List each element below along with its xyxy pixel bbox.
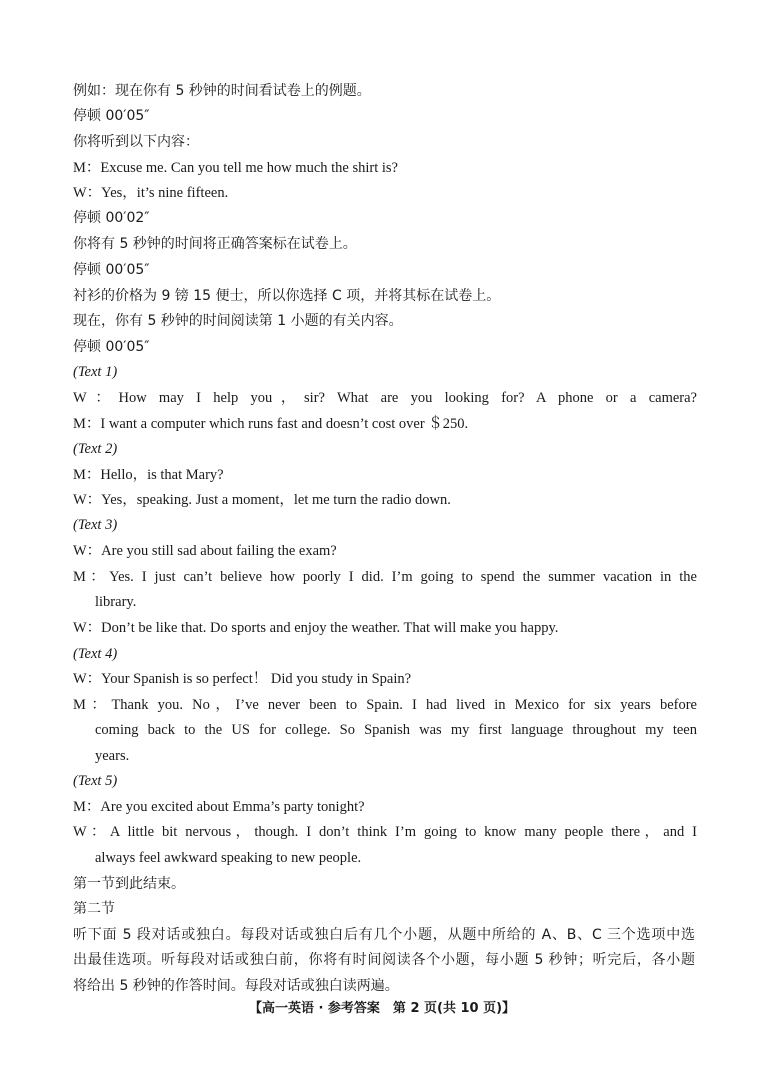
text-label: (Text 4) — [73, 646, 118, 662]
instruction-line: 衬衫的价格为 9 镑 15 便士，所以你选择 C 项，并将其标在试卷上。 — [73, 288, 501, 304]
dialogue-line: W：Yes，speaking. Just a moment，let me turn the radio down. — [73, 492, 451, 508]
dialogue-continuation: library. — [95, 594, 137, 610]
text-label: (Text 2) — [73, 441, 118, 457]
dialogue-line: W：Don’t be like that. Do sports and enjoy the weather. That will make you happy. — [73, 620, 559, 636]
dialogue-line: W：Your Spanish is so perfect！ Did you study in Spain? — [73, 671, 412, 687]
text-label: (Text 3) — [73, 517, 118, 533]
dialogue-line: M：Hello，is that Mary? — [73, 467, 224, 483]
dialogue-line: M：I want a computer which runs fast and doesn’t cost over ＄250. — [73, 416, 469, 432]
dialogue-line: W：A little bit nervous，though. I don’t think I’m going to know many people there，and I — [73, 824, 697, 840]
dialogue-line: M：Yes. I just can’t believe how poorly I did. I’m going to spend the summer vacation in the — [73, 569, 697, 585]
section-instruction: 听下面 5 段对话或独白。每段对话或独白后有几个小题，从题中所给的 A、B、C 三个选项中选 — [73, 927, 695, 943]
dialogue-continuation: years. — [95, 748, 130, 764]
text-label: (Text 1) — [73, 364, 118, 380]
pause-marker: 停顿 00′05″ — [73, 339, 150, 355]
dialogue-continuation: always feel awkward speaking to new people. — [95, 850, 362, 866]
instruction-line: 你将听到以下内容： — [73, 134, 199, 150]
instruction-line: 现在，你有 5 秒钟的时间阅读第 1 小题的有关内容。 — [73, 313, 403, 329]
dialogue-line: M：Excuse me. Can you tell me how much the shirt is? — [73, 160, 398, 176]
section-instruction: 将给出 5 秒钟的作答时间。每段对话或独白读两遍。 — [73, 978, 399, 994]
pause-marker: 停顿 00′02″ — [73, 210, 150, 226]
pause-marker: 停顿 00′05″ — [73, 262, 150, 278]
dialogue-continuation: coming back to the US for college. So Spanish was my first language throughout my teen — [95, 722, 697, 738]
section-heading: 第二节 — [73, 901, 115, 917]
pause-marker: 停顿 00′05″ — [73, 108, 150, 124]
dialogue-line: W：Yes，it’s nine fifteen. — [73, 185, 229, 201]
dialogue-line: W：Are you still sad about failing the exam? — [73, 543, 337, 559]
dialogue-line: M：Are you excited about Emma’s party tonight? — [73, 799, 365, 815]
example-intro: 例如：现在你有 5 秒钟的时间看试卷上的例题。 — [73, 83, 371, 99]
section-end: 第一节到此结束。 — [73, 876, 185, 892]
text-label: (Text 5) — [73, 773, 118, 789]
dialogue-line: W：How may I help you，sir? What are you looking for? A phone or a camera? — [73, 390, 697, 406]
page-footer: 【高一英语 · 参考答案 第 2 页(共 10 页)】 — [248, 1001, 516, 1016]
dialogue-line: M：Thank you. No，I’ve never been to Spain. I had lived in Mexico for six years before — [73, 697, 697, 713]
section-instruction: 出最佳选项。听每段对话或独白前，你将有时间阅读各个小题，每小题 5 秒钟；听完后，各小题 — [73, 952, 695, 968]
instruction-line: 你将有 5 秒钟的时间将正确答案标在试卷上。 — [73, 236, 357, 252]
